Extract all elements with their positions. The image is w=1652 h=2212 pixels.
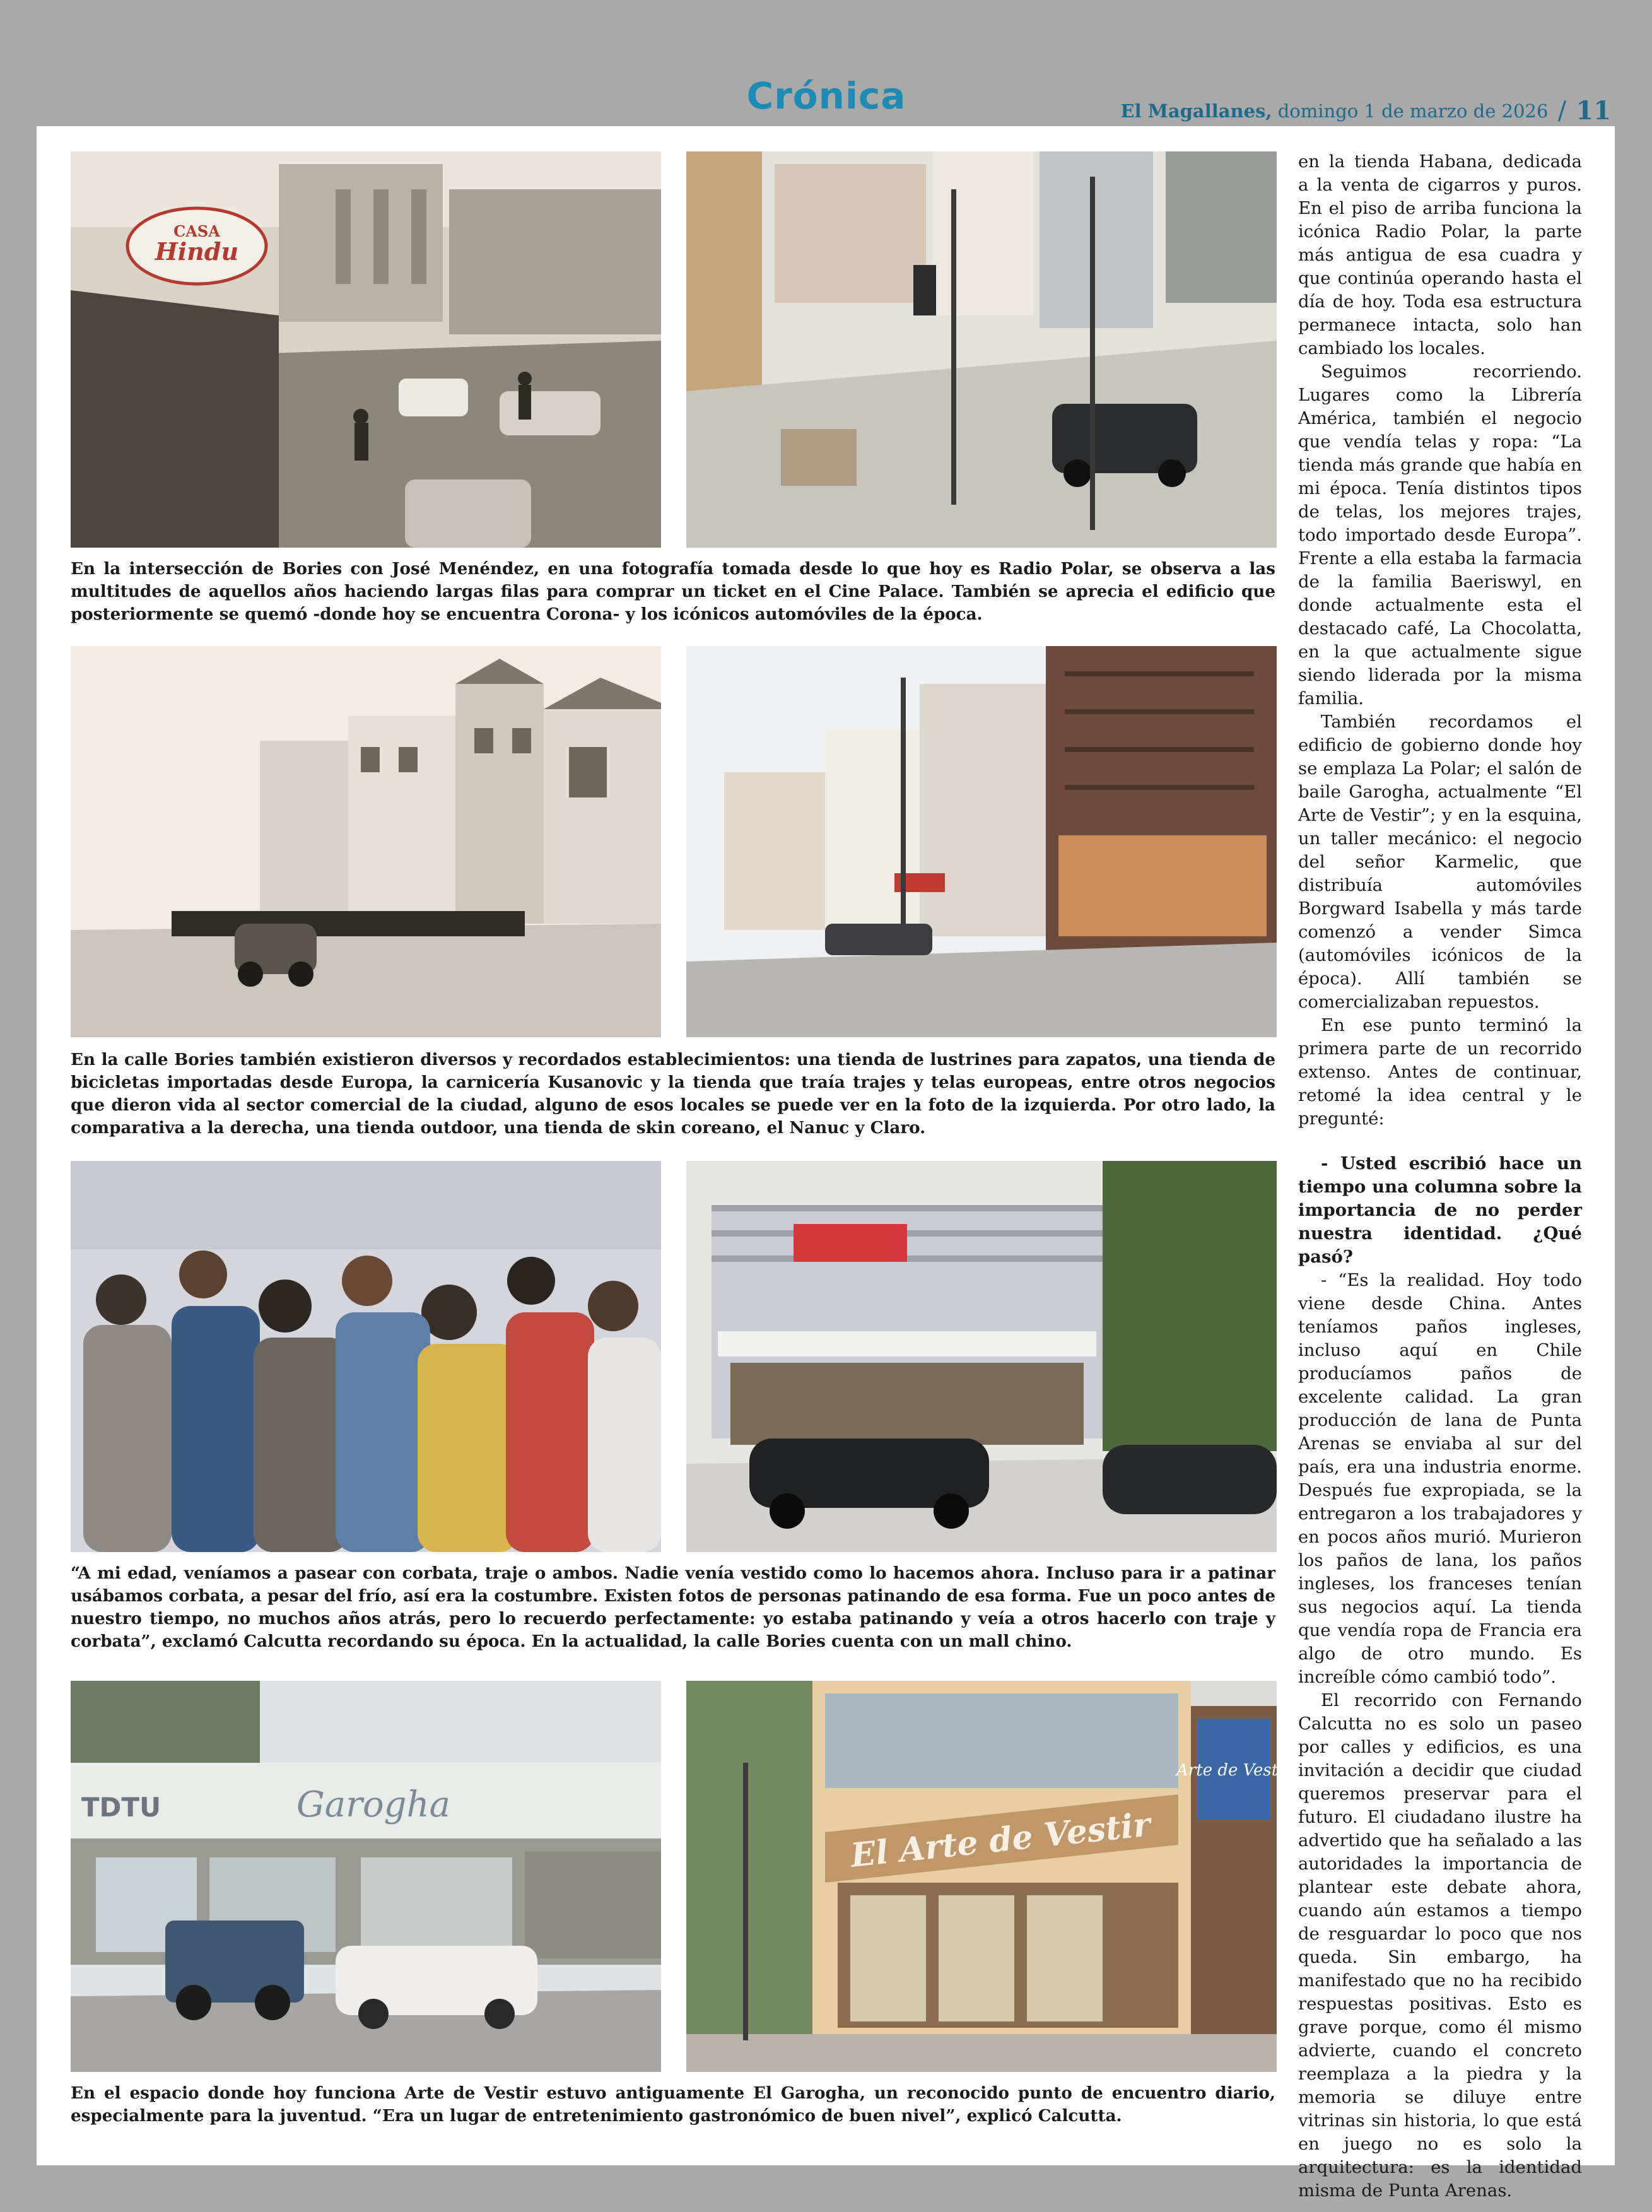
article-paragraph: Seguimos recorriendo. Lugares como la Librería América, también el negocio que vendía telas y ropa: “La tienda más grande que había en mi época. Tenía distintos tipos de telas, los mejores trajes, todo importado desde Europa”. Frente a ella estaba la farmacia de la familia Baeriswyl, en donde actualmente esta el destacado café, La Chocolatta, en la que actualmente sigue siendo liderada por la misma familia. (1298, 362, 1582, 709)
article-paragraph: En ese punto terminó la primera parte de un recorrido extenso. Antes de continuar, retomé la idea central y le pregunté: (1298, 1015, 1582, 1129)
svg-text:TDTU: TDTU (81, 1792, 161, 1823)
photo-historic-bories-menendez (71, 151, 661, 548)
photo-modern-mall-chino (686, 1161, 1277, 1552)
photo-caption-2: En la calle Bories también existieron diversos y recordados establecimientos: una tienda de lustrines para zapatos, una tienda de bicicletas importadas desde Europa, la carnicería Kusanovic y la tienda que traía trajes y telas europeas, entre otros negocios que dieron vida al sector comercial de la ciudad, alguno de esos locales se puede ver en la foto de la izquierda. Por otro lado, la comparativa a la derecha, una tienda outdoor, una tienda de skin coreano, el Nanuc y Claro. (71, 1050, 1275, 1138)
photo-caption-4: En el espacio donde hoy funciona Arte de Vestir estuvo antiguamente El Garogha, un reconocido punto de encuentro diario, especialmente para la juventud. “Era un lugar de entretenimiento gastronómico de buen nivel”, explicó Calcutta. (71, 2083, 1275, 2126)
article-paragraph: También recordamos el edificio de gobierno donde hoy se emplaza La Polar; el salón de baile Garogha, actualmente “El Arte de Vestir”; y en la esquina, un taller mecánico: el negocio del señor Karmelic, que distribuía automóviles Borgward Isabella y más tarde comenzó a vender Simca (automóviles icónicos de la época). Allí también se comercializaban repuestos. (1298, 712, 1582, 1012)
section-title: Crónica (746, 74, 906, 117)
article-paragraph: El recorrido con Fernando Calcutta no es solo un paseo por calles y edificios, es una invitación a decidir que ciudad queremos preservar para el futuro. El ciudadano ilustre ha advertido que ha señalado a las autoridades la importancia de plantear este debate ahora, cuando aún estamos a tiempo de resguardar lo poco que nos queda. Sin embargo, ha manifestado que no ha recibido respuestas positivas. Esto es grave porque, como él mismo advierte, cuando el concreto reemplaza a la piedra y la memoria se diluye entre vitrinas sin historia, lo que está en juego no es solo la arquitectura: es la identidad misma de Punta Arenas. (1298, 1690, 1582, 2201)
photo-caption-3: “A mi edad, veníamos a pasear con corbata, traje o ambos. Nadie venía vestido como lo hacemos ahora. Incluso para ir a patinar usábamos corbata, a pesar del frío, así era la costumbre. Existen fotos de personas patinando de esa forma. Fue un poco antes de nuestro tiempo, no muchos años atrás, pero lo recuerdo perfectamente: yo estaba patinando y veía a otros hacerlo con traje y corbata”, exclamó Calcutta recordando su época. En la actualidad, la calle Bories cuenta con un mall chino. (71, 1563, 1275, 1651)
svg-text:Arte de Vestir: Arte de Vestir (1176, 1761, 1291, 1780)
photo-historic-bories-street (71, 646, 661, 1037)
newspaper-name: El Magallanes, (1120, 100, 1272, 122)
article-paragraph: en la tienda Habana, dedicada a la venta de cigarros y puros. En el piso de arriba funciona la icónica Radio Polar, la parte más antigua de esa cuadra y que continúa operando hasta el día de hoy. Toda esa estructura permanece intacta, solo han cambiado los locales. (1298, 151, 1582, 358)
header-separator: / (1557, 97, 1567, 126)
photo-historic-crowd (71, 1161, 661, 1552)
photo-modern-bories-menendez (686, 151, 1277, 548)
article-column (1298, 150, 1582, 2203)
svg-text:Garogha: Garogha (296, 1784, 450, 1825)
page-header-info (1121, 96, 1611, 126)
photo-caption-1: En la intersección de Bories con José Menéndez, en una fotografía tomada desde lo que hoy es Radio Polar, se observa a las multitudes de aquellos años haciendo largas filas para comprar un ticket en el Cine Palace. También se aprecia el edificio que posteriormente se quemó -donde hoy se encuentra Corona- y los icónicos automóviles de la época. (71, 559, 1275, 624)
page-number: 11 (1576, 96, 1611, 126)
svg-text:CASA: CASA (173, 222, 220, 240)
photo-modern-arte-de-vestir (686, 1681, 1291, 2072)
photo-historic-garogha (71, 1681, 661, 2072)
svg-text:Hindu: Hindu (155, 237, 239, 266)
issue-date: domingo 1 de marzo de 2026 (1277, 100, 1549, 122)
svg-text:El Arte de Vestir: El Arte de Vestir (848, 1805, 1152, 1875)
interview-answer: - “Es la realidad. Hoy todo viene desde China. Antes teníamos paños ingleses, incluso aquí en Chile producíamos paños de excelente calidad. La gran producción de lana de Punta Arenas se enviaba al sur del país, era una industria enorme. Después fue expropiada, se la entregaron a los trabajadores y en pocos años murió. Murieron los paños de lana, los paños ingleses, los franceses tenían sus negocios aquí. La tienda que vendía ropa de Francia era algo de otro mundo. Es increíble cómo cambió todo”. (1298, 1270, 1582, 1687)
interview-question: - Usted escribió hace un tiempo una columna sobre la importancia de no perder nuestra identidad. ¿Qué pasó? (1298, 1153, 1582, 1267)
photo-modern-bories-street (686, 646, 1277, 1037)
